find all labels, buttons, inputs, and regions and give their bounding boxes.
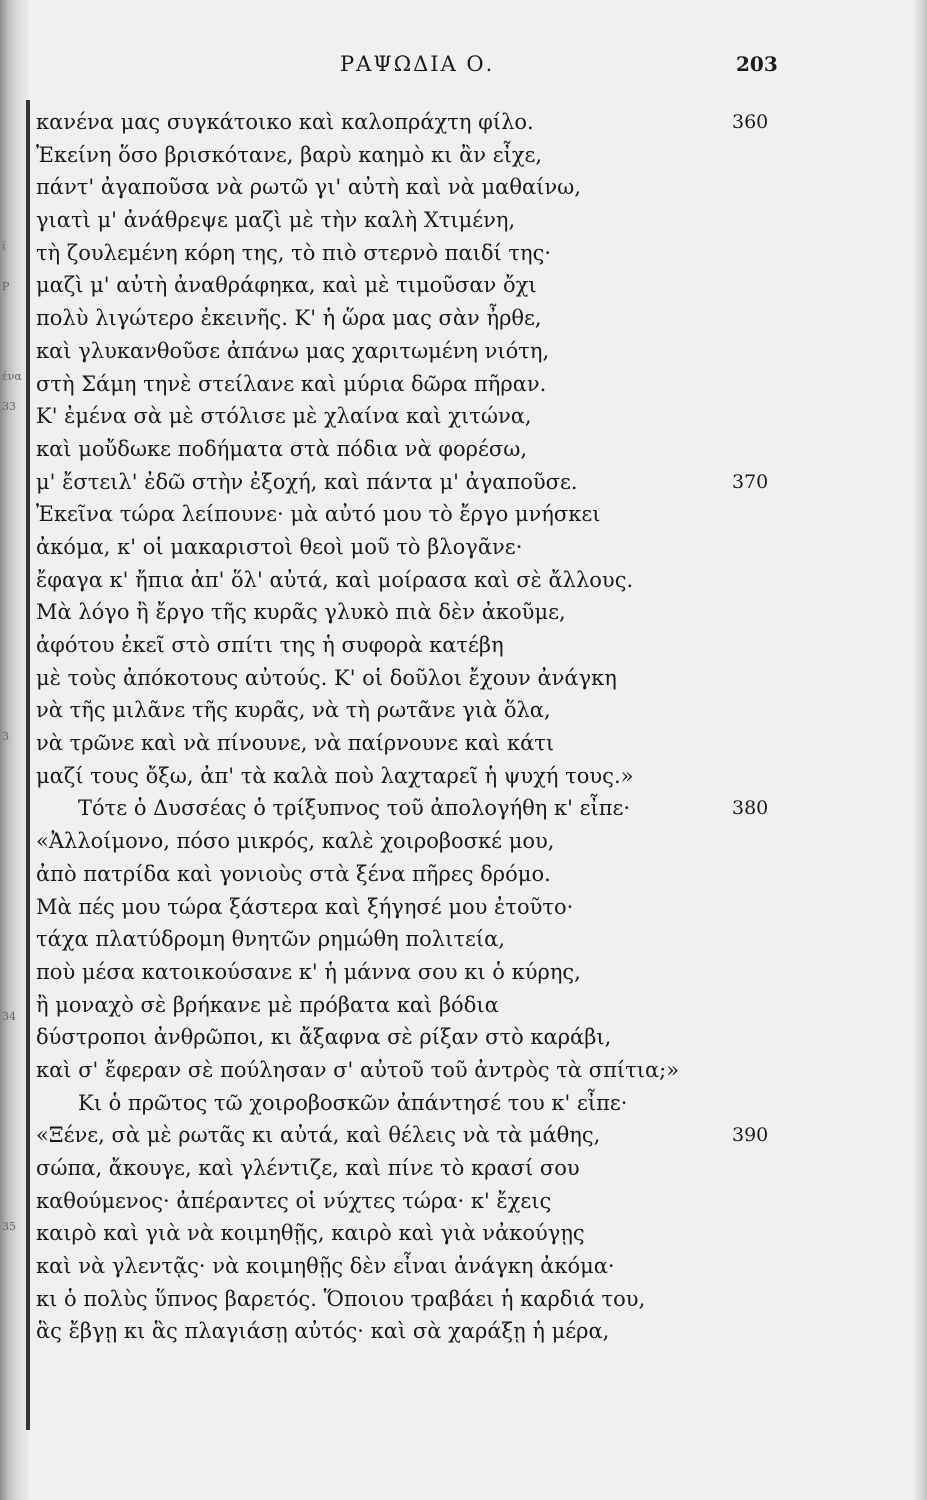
running-head: ΡΑΨΩΔΙΑ Ο. <box>340 52 495 76</box>
verse-text: Μὰ πές μου τώρα ξάστερα καὶ ξήγησέ μου ἐτοῦτο· <box>36 894 574 919</box>
verse-text: Κι ὁ πρῶτος τῶ χοιροβοσκῶν ἀπάντησέ του κ' εἶπε· <box>78 1090 628 1115</box>
verse-text: καθούμενος· ἀπέραντες οἱ νύχτες τώρα· κ' ἔχεις <box>36 1188 552 1213</box>
verse-line <box>36 302 836 335</box>
verse-line <box>36 1283 836 1316</box>
verse-text: Τότε ὁ Δυσσέας ὁ τρίξυπνος τοῦ ἀπολογήθη κ' εἶπε· <box>78 796 631 821</box>
verse-line <box>36 858 836 891</box>
verse-line <box>36 989 836 1022</box>
verse-text: τάχα πλατύδρομη θνητῶν ρημώθη πολιτεία, <box>36 927 505 952</box>
verse-text: πολὺ λιγώτερο ἐκεινῆς. Κ' ἡ ὥρα μας σὰν ἦρθε, <box>36 306 542 331</box>
verse-line <box>36 400 836 433</box>
verse-text: «Ξένε, σὰ μὲ ρωτᾶς κι αὐτά, καὶ θέλεις νὰ τὰ μάθης, <box>36 1123 601 1148</box>
facing-page-fragment: 35 <box>2 1220 16 1233</box>
verse-text: ἀφότου ἐκεῖ στὸ σπίτι της ἡ συφορὰ κατέβη <box>36 633 504 657</box>
page-edge-shadow <box>913 0 927 1500</box>
poem-text-block <box>36 106 836 1348</box>
verse-line <box>36 727 836 760</box>
verse-line <box>36 662 836 695</box>
verse-line <box>36 891 836 924</box>
verse-text: καὶ σ' ἔφεραν σὲ πούλησαν σ' αὐτοῦ τοῦ ἀντρὸς τὰ σπίτια;» <box>36 1057 680 1082</box>
verse-text: καιρὸ καὶ γιὰ νὰ κοιμηθῇς, καιρὸ καὶ γιὰ νἀκούγῃς <box>36 1221 585 1246</box>
verse-line <box>36 1054 836 1087</box>
page-number: 203 <box>736 52 778 76</box>
line-number: 360 <box>732 111 769 133</box>
verse-text: Μὰ λόγο ἢ ἔργο τῆς κυρᾶς γλυκὸ πιὰ δὲν ἀκοῦμε, <box>36 600 566 625</box>
verse-text: μ' ἔστειλ' ἐδῶ στὴν ἐξοχή, καὶ πάντα μ' ἀγαποῦσε. <box>36 469 578 494</box>
verse-text: Κ' ἐμένα σὰ μὲ στόλισε μὲ χλαίνα καὶ χιτώνα, <box>36 404 532 429</box>
verse-text: πάντ' ἀγαποῦσα νὰ ρωτῶ γι' αὐτὴ καὶ νὰ μαθαίνω, <box>36 175 581 200</box>
verse-text: «Ἀλλοίμονο, πόσο μικρός, καλὲ χοιροβοσκέ μου, <box>36 829 555 854</box>
verse-line <box>36 1185 836 1218</box>
verse-text: ἀκόμα, κ' οἱ μακαριστοὶ θεοὶ μοῦ τὸ βλογᾶνε· <box>36 534 523 559</box>
verse-text: νὰ τρῶνε καὶ νὰ πίνουνε, νὰ παίρνουνε καὶ κάτι <box>36 731 555 756</box>
verse-line <box>36 1087 836 1120</box>
verse-text: δύστροποι ἀνθρῶποι, κι ἄξαφνα σὲ ρίξαν στὸ καράβι, <box>36 1025 612 1050</box>
verse-line <box>36 335 836 368</box>
verse-text: τὴ ζουλεμένη κόρη της, τὸ πιὸ στερνὸ παιδί της· <box>36 240 552 265</box>
verse-text: καὶ νὰ γλεντᾷς· νὰ κοιμηθῇς δὲν εἶναι ἀνάγκη ἀκόμα· <box>36 1254 615 1279</box>
verse-line <box>36 466 836 499</box>
verse-line <box>36 433 836 466</box>
verse-line <box>36 171 836 204</box>
verse-text: στὴ Σάμη τηνὲ στείλανε καὶ μύρια δῶρα πῆραν. <box>36 371 547 396</box>
verse-line <box>36 1021 836 1054</box>
verse-line <box>36 760 836 793</box>
verse-line <box>36 139 836 172</box>
verse-line <box>36 956 836 989</box>
verse-line <box>36 269 836 302</box>
verse-line <box>36 1152 836 1185</box>
verse-text: μαζί τους ὄξω, ἀπ' τὰ καλὰ ποὺ λαχταρεῖ ἡ ψυχή τους.» <box>36 763 634 788</box>
verse-text: κι ὁ πολὺς ὕπνος βαρετός. Ὅποιου τραβάει ἡ καρδιά του, <box>36 1286 646 1311</box>
verse-text: νὰ τῆς μιλᾶνε τῆς κυρᾶς, νὰ τὴ ρωτᾶνε γιὰ ὅλα, <box>36 698 551 723</box>
verse-text: καὶ γλυκανθοῦσε ἀπάνω μας χαριτωμένη νιότη, <box>36 338 550 363</box>
facing-page-fragment: 34 <box>2 1010 16 1023</box>
facing-page-fragment: 3 <box>2 730 9 743</box>
verse-text: ἔφαγα κ' ἤπια ἀπ' ὅλ' αὐτά, καὶ μοίρασα καὶ σὲ ἄλλους. <box>36 567 634 592</box>
facing-page-fragment: ί <box>2 240 7 253</box>
verse-line <box>36 1119 836 1152</box>
verse-text: ἃς ἔβγῃ κι ἃς πλαγιάσῃ αὐτός· καὶ σὰ χαράξῃ ἡ μέρα, <box>36 1319 610 1344</box>
verse-text: καὶ μοὔδωκε ποδήματα στὰ πόδια νὰ φορέσω, <box>36 436 528 461</box>
binding-edge-line <box>26 100 30 1430</box>
verse-line <box>36 792 836 825</box>
verse-line <box>36 825 836 858</box>
facing-page-fragment: Ρ <box>2 280 10 293</box>
verse-text: κανένα μας συγκάτοικο καὶ καλοπράχτη φίλο. <box>36 110 534 134</box>
verse-line <box>36 531 836 564</box>
verse-text: ἀπὸ πατρίδα καὶ γονιοὺς στὰ ξένα πῆρες δρόμο. <box>36 861 551 886</box>
verse-text: σώπα, ἄκουγε, καὶ γλέντιζε, καὶ πίνε τὸ κρασί σου <box>36 1156 580 1180</box>
facing-page-fragment: ένα <box>2 370 22 383</box>
verse-line <box>36 1217 836 1250</box>
verse-text: ἢ μοναχὸ σὲ βρήκανε μὲ πρόβατα καὶ βόδια <box>36 992 499 1017</box>
verse-line <box>36 564 836 597</box>
verse-line <box>36 694 836 727</box>
verse-line <box>36 498 836 531</box>
verse-line <box>36 923 836 956</box>
verse-line <box>36 106 836 139</box>
verse-line <box>36 1250 836 1283</box>
facing-page-fragment: 33 <box>2 400 16 413</box>
verse-line <box>36 237 836 270</box>
verse-line <box>36 368 836 401</box>
verse-line <box>36 204 836 237</box>
verse-line <box>36 629 836 662</box>
verse-text: Ἐκεῖνα τώρα λείπουνε· μὰ αὐτό μου τὸ ἔργο μνήσκει <box>36 502 601 527</box>
verse-text: μαζὶ μ' αὐτὴ ἀναθράφηκα, καὶ μὲ τιμοῦσαν ὄχι <box>36 273 537 298</box>
verse-text: ποὺ μέσα κατοικούσανε κ' ἡ μάννα σου κι ὁ κύρης, <box>36 959 581 984</box>
verse-text: γιατὶ μ' ἀνάθρεψε μαζὶ μὲ τὴν καλὴ Χτιμένη, <box>36 208 516 233</box>
verse-line <box>36 1315 836 1348</box>
verse-line <box>36 596 836 629</box>
facing-page-margin <box>0 150 22 1400</box>
verse-text: Ἐκείνη ὅσο βρισκότανε, βαρὺ καημὸ κι ἂν εἶχε, <box>36 142 543 167</box>
verse-text: μὲ τοὺς ἀπόκοτους αὐτούς. Κ' οἱ δοῦλοι ἔχουν ἀνάγκη <box>36 665 617 690</box>
line-number: 390 <box>732 1124 769 1147</box>
line-number: 370 <box>732 470 769 493</box>
line-number: 380 <box>732 797 769 820</box>
